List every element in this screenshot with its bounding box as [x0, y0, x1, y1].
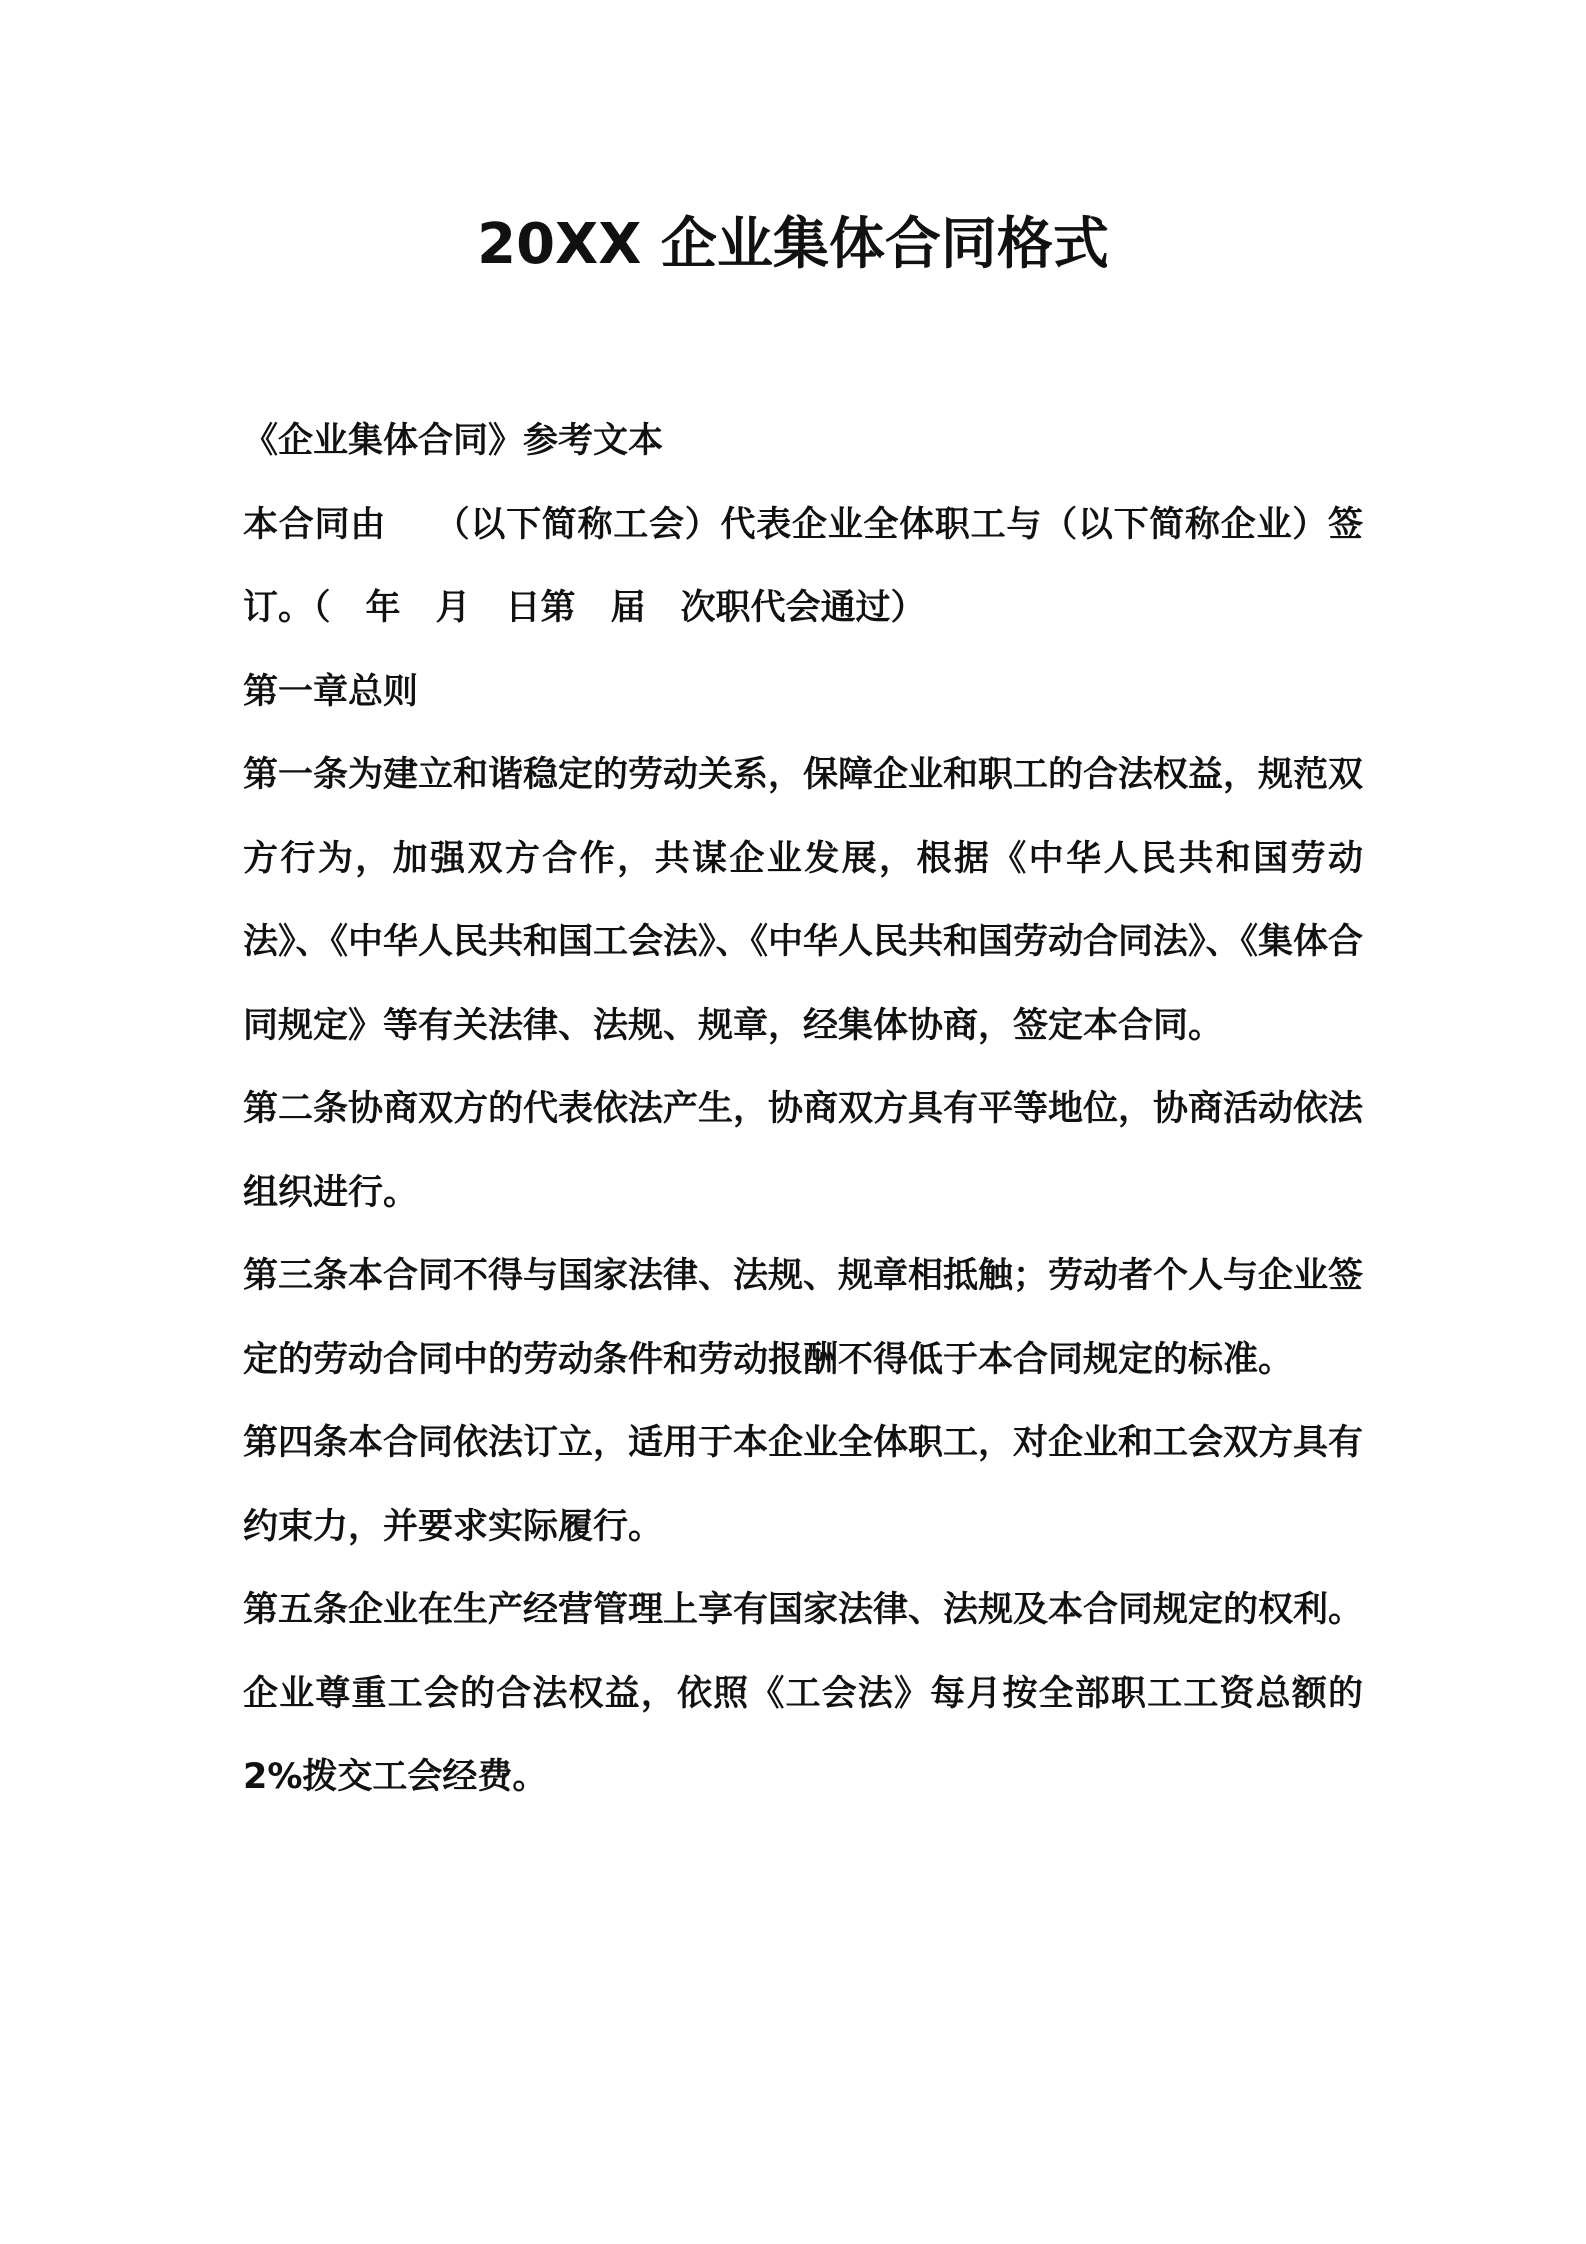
paragraph-reference-text: 《企业集体合同》参考文本 [243, 421, 664, 461]
article-1: 第一条为建立和谐稳定的劳动关系，保障企业和职工的合法权益，规范双方行为，加强双方合作，共谋企业发展，根据《中华人民共和国劳动法》、《中华人民共和国工会法》、《中华人民共和国劳动合同法》、《集体合同规定》等有关法律、法规、规章，经集体协商，签定本合同。 [243, 755, 1364, 1046]
article-5: 第五条企业在生产经营管理上享有国家法律、法规及本合同规定的权利。企业尊重工会的合法权益，依照《工会法》每月按全部职工工资总额的 2%拨交工会经费。 [243, 1590, 1376, 1797]
document-title: 20XX 企业集体合同格式 [477, 212, 1109, 277]
article-2: 第二条协商双方的代表依法产生，协商双方具有平等地位，协商活动依法组织进行。 [243, 1089, 1364, 1213]
document-body [243, 400, 1376, 1820]
article-3: 第三条本合同不得与国家法律、法规、规章相抵触；劳动者个人与企业签定的劳动合同中的劳动条件和劳动报酬不得低于本合同规定的标准。 [243, 1256, 1364, 1380]
article-4: 第四条本合同依法订立，适用于本企业全体职工，对企业和工会双方具有约束力，并要求实际履行。 [243, 1423, 1364, 1547]
chapter-heading: 第一章总则 [243, 671, 419, 712]
paragraph-parties: 本合同由 （以下简称工会）代表企业全体职工与（以下简称企业）签订。（ 年 月 日第 届 次职代会通过） [243, 504, 1363, 628]
